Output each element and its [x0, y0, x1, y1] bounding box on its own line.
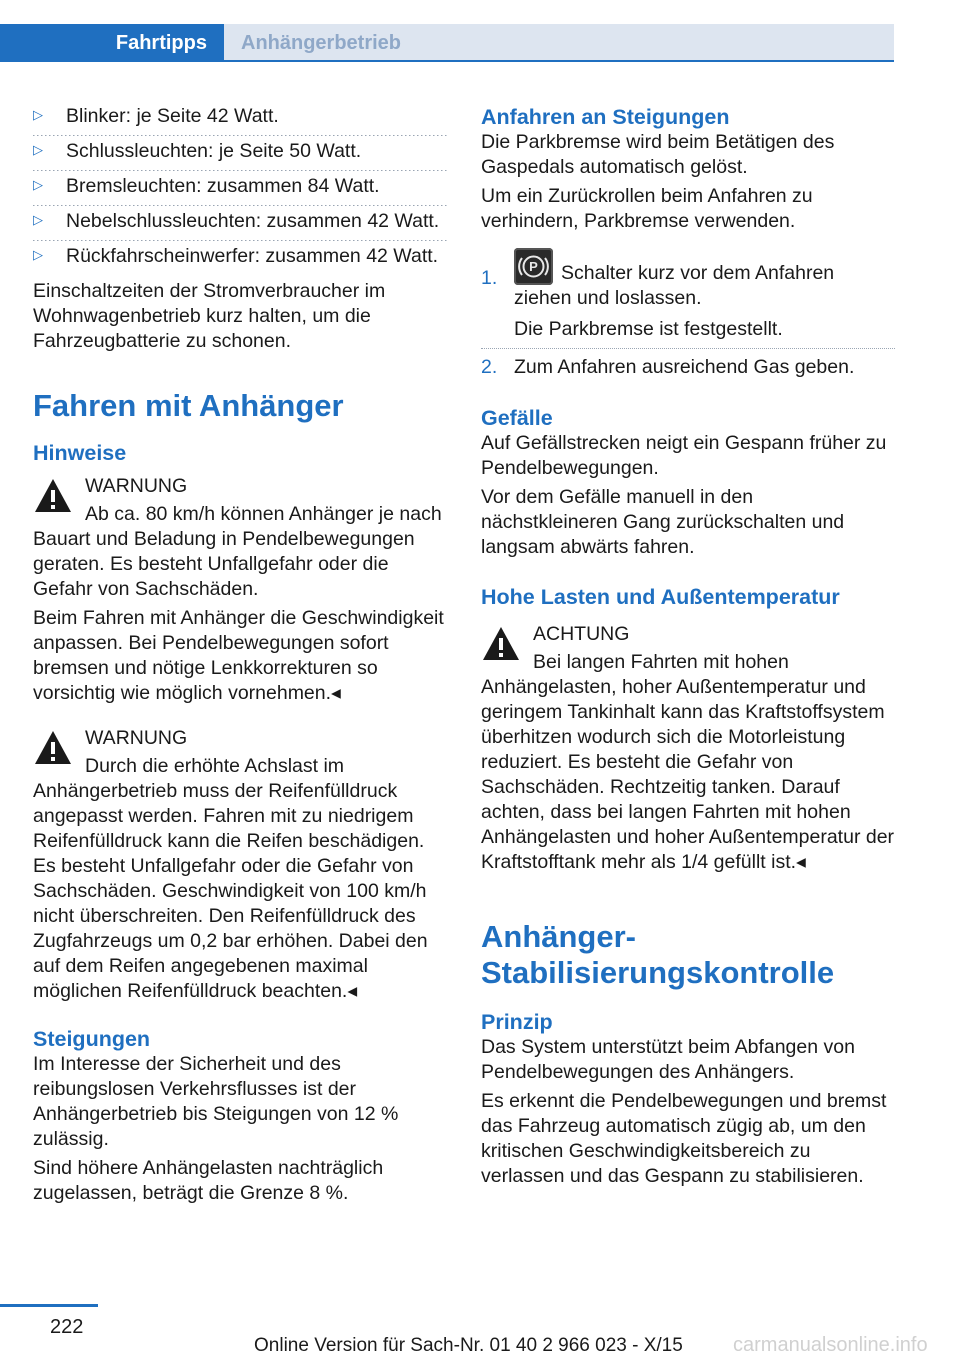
header-divider	[0, 60, 894, 62]
step-number: 1.	[481, 267, 498, 289]
warning-triangle-icon	[33, 728, 73, 768]
subsection-title-hohe-lasten: Hohe Lasten und Außentemperatur	[481, 585, 840, 609]
chapter-tab-fahrtipps[interactable]: Fahrtipps	[0, 24, 224, 62]
warning-block-2	[33, 726, 449, 1004]
step-number: 2.	[481, 356, 498, 378]
list-item	[33, 205, 449, 240]
steigungen-paragraph-1: Im Interesse der Sicherheit und des reibungslosen Verkehrsflusses ist der Anhängerbetrieb bis Steigungen von 12 % zulässig.	[33, 1053, 399, 1150]
section-title-line-2: Stabilisierungskontrolle	[481, 955, 835, 990]
gefaelle-paragraph-1: Auf Gefällstrecken neigt ein Gespann früher zu Pendelbewegungen.	[481, 432, 887, 479]
triangle-bullet-icon: ▷	[33, 177, 43, 192]
warning-block-1	[33, 474, 449, 602]
left-column	[33, 100, 449, 1206]
caution-body: Bei langen Fahrten mit hohen Anhängelasten, hoher Außentemperatur und geringem Tankinhalt kann das Kraftstoffsystem überhitzen wodurch sich die Motorleistung reduziert. Es besteht die Gefahr von Sachschäden. Rechtzeitig tanken. Darauf achten, dass bei langen Fahrten mit hohen Anhängelasten und hoher Außentemperatur der Kraftstofftank mehr als 1/4 gefüllt ist.◂	[481, 651, 895, 873]
bulb-wattage-list	[33, 100, 449, 275]
warning-triangle-icon	[33, 476, 73, 516]
step-note: Die Parkbremse ist festgestellt.	[514, 318, 783, 340]
right-column	[481, 100, 895, 1189]
list-item-text: Schlussleuchten: je Seite 50 Watt.	[66, 140, 362, 162]
steps-list	[481, 248, 895, 380]
prinzip-paragraph-2: Es erkennt die Pendelbewegungen und bremst das Fahrzeug automatisch zügig ab, um den kritischen Geschwindigkeitsbereich zu verlassen und das Gespann zu stabilisieren.	[481, 1090, 887, 1187]
prinzip-paragraph-1: Das System unterstützt beim Abfangen von Pendelbewegungen des Anhängers.	[481, 1036, 855, 1083]
subsection-title-gefaelle: Gefälle	[481, 406, 553, 430]
subsection-title-prinzip: Prinzip	[481, 1010, 553, 1034]
page-number: 222	[50, 1316, 84, 1338]
parking-brake-button-icon	[514, 248, 553, 285]
section-title-stabilisierung	[481, 919, 895, 991]
warning-body: Durch die erhöhte Achslast im Anhängerbetrieb muss der Reifenfülldruck angepasst werden. Fahren mit zu niedrigem Reifenfülldruck kann die Reifen beschädigen. Es besteht Unfallgefahr oder die Gefahr von Sachschäden. Geschwindigkeit von 100 km/h nicht überschreiten. Den Reifenfülldruck des Zugfahrzeugs um 0,2 bar erhöhen. Dabei den auf dem Reifen angegebenen maximal möglichen Reifenfülldruck beachten.◂	[33, 755, 428, 1002]
subsection-title-anfahren: Anfahren an Steigungen	[481, 105, 730, 129]
anfahren-paragraph-1: Die Parkbremse wird beim Betätigen des Gaspedals automatisch gelöst.	[481, 131, 835, 178]
watermark-text: carmanualsonline.info	[733, 1334, 928, 1356]
list-item	[33, 100, 449, 135]
list-item-text: Rückfahrscheinwerfer: zusammen 42 Watt.	[66, 245, 439, 267]
warning-title: WARNUNG	[85, 727, 188, 749]
gefaelle-paragraph-2: Vor dem Gefälle manuell in den nächstkleineren Gang zurückschalten und langsam abwärts fahren.	[481, 486, 845, 558]
caution-block	[481, 622, 895, 875]
warning-body: Ab ca. 80 km/h können Anhänger je nach Bauart und Beladung in Pendelbewegungen geraten. Es besteht Unfallgefahr oder die Gefahr von Sachschäden.	[33, 503, 442, 600]
version-note: Online Version für Sach-Nr. 01 40 2 966 023 - X/15	[254, 1335, 683, 1356]
triangle-bullet-icon: ▷	[33, 107, 43, 122]
subsection-title-hinweise: Hinweise	[33, 441, 127, 465]
step-text: Schalter kurz vor dem Anfahren ziehen und loslassen.	[514, 262, 835, 309]
warning-triangle-icon	[481, 624, 521, 664]
warning-instructions: Beim Fahren mit Anhänger die Geschwindigkeit anpassen. Bei Pendelbewegungen sofort bremsen und nötige Lenkkorrekturen so vorsichtig wie möglich vornehmen.◂	[33, 607, 444, 704]
steigungen-paragraph-2: Sind höhere Anhängelasten nachträglich zugelassen, beträgt die Grenze 8 %.	[33, 1157, 384, 1204]
section-title-fahren-mit-anhaenger: Fahren mit Anhänger	[33, 388, 344, 423]
battery-note: Einschaltzeiten der Stromverbraucher im Wohnwagenbetrieb kurz halten, um die Fahrzeugbatterie zu schonen.	[33, 280, 386, 352]
list-item	[481, 348, 895, 380]
list-item	[33, 170, 449, 205]
list-item	[33, 240, 449, 275]
section-title-line-1: Anhänger-	[481, 919, 636, 954]
list-item	[33, 135, 449, 170]
section-tab-anhaengerbetrieb[interactable]: Anhängerbetrieb	[224, 24, 894, 62]
step-text: Zum Anfahren ausreichend Gas geben.	[514, 356, 855, 378]
triangle-bullet-icon: ▷	[33, 212, 43, 227]
warning-title: WARNUNG	[85, 475, 188, 497]
caution-title: ACHTUNG	[533, 623, 630, 645]
chapter-header	[0, 24, 894, 62]
triangle-bullet-icon: ▷	[33, 142, 43, 157]
anfahren-paragraph-2: Um ein Zurückrollen beim Anfahren zu verhindern, Parkbremse verwenden.	[481, 185, 813, 232]
subsection-title-steigungen: Steigungen	[33, 1027, 151, 1051]
list-item-text: Nebelschlussleuchten: zusammen 42 Watt.	[66, 210, 440, 232]
list-item	[481, 248, 895, 342]
svg-text:P: P	[529, 259, 538, 274]
list-item-text: Bremsleuchten: zusammen 84 Watt.	[66, 175, 380, 197]
triangle-bullet-icon: ▷	[33, 247, 43, 262]
footer-divider	[0, 1304, 98, 1307]
list-item-text: Blinker: je Seite 42 Watt.	[66, 105, 279, 127]
